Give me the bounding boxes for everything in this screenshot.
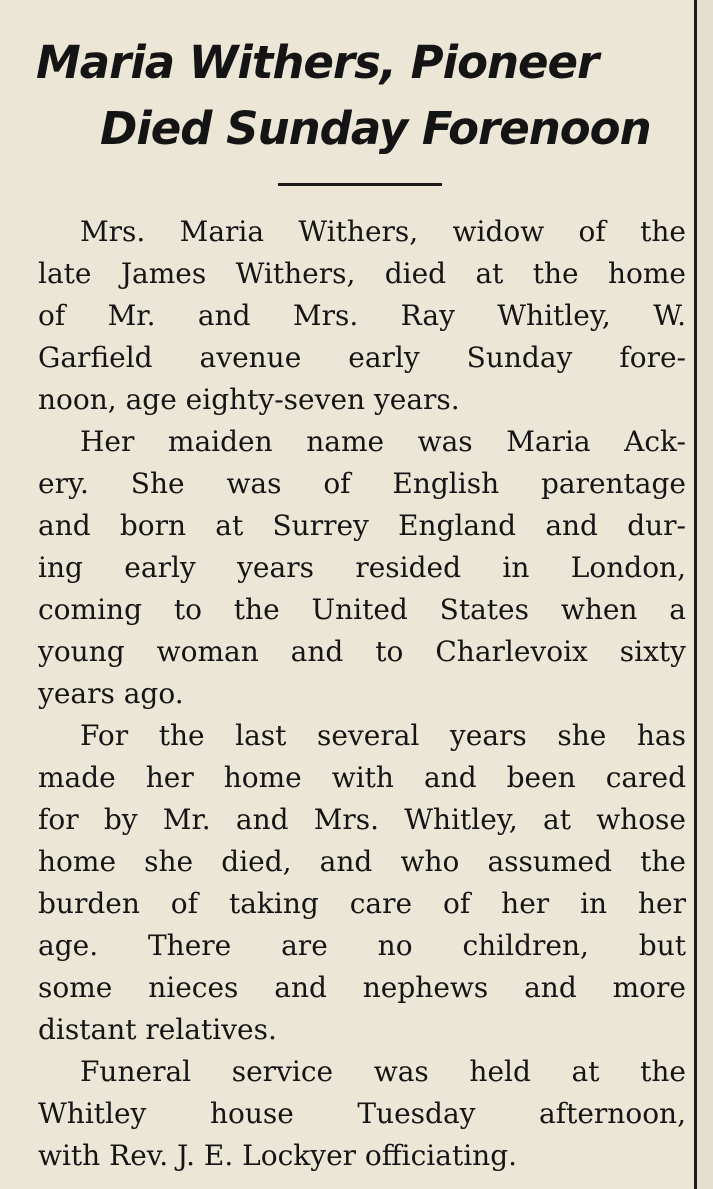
headline-line-1: Maria Withers, Pioneer [36, 36, 599, 89]
headline-divider [278, 183, 442, 186]
article-line: some nieces and nephews and more [38, 971, 686, 1004]
article-line: Funeral service was held at the [80, 1055, 686, 1088]
article-line: For the last several years she has [80, 719, 686, 752]
article-line: coming to the United States when a [38, 593, 686, 626]
article-line: for by Mr. and Mrs. Whitley, at whose [38, 803, 686, 836]
article-line: burden of taking care of her in her [38, 887, 686, 920]
article-line: Mrs. Maria Withers, widow of the [80, 215, 686, 248]
article-line: and born at Surrey England and dur- [38, 509, 686, 542]
article-line: late James Withers, died at the home [38, 257, 686, 290]
article-line: with Rev. J. E. Lockyer officiating. [38, 1139, 518, 1172]
article-line: distant relatives. [38, 1013, 277, 1046]
adjacent-column-edge [697, 0, 713, 1189]
article-line: ing early years resided in London, [38, 551, 686, 584]
article-line: years ago. [38, 677, 184, 710]
article-line: Whitley house Tuesday afternoon, [38, 1097, 686, 1130]
article-line: of Mr. and Mrs. Ray Whitley, W. [38, 299, 686, 332]
article-line: age. There are no children, but [38, 929, 686, 962]
headline-line-2: Died Sunday Forenoon [100, 102, 651, 155]
article-line: Her maiden name was Maria Ack- [80, 425, 686, 458]
article-line: made her home with and been cared [38, 761, 686, 794]
article-line: home she died, and who assumed the [38, 845, 686, 878]
article-line: Garfield avenue early Sunday fore- [38, 341, 686, 374]
article-line: ery. She was of English parentage [38, 467, 686, 500]
article-line: young woman and to Charlevoix sixty [38, 635, 686, 668]
article-line: noon, age eighty-seven years. [38, 383, 460, 416]
